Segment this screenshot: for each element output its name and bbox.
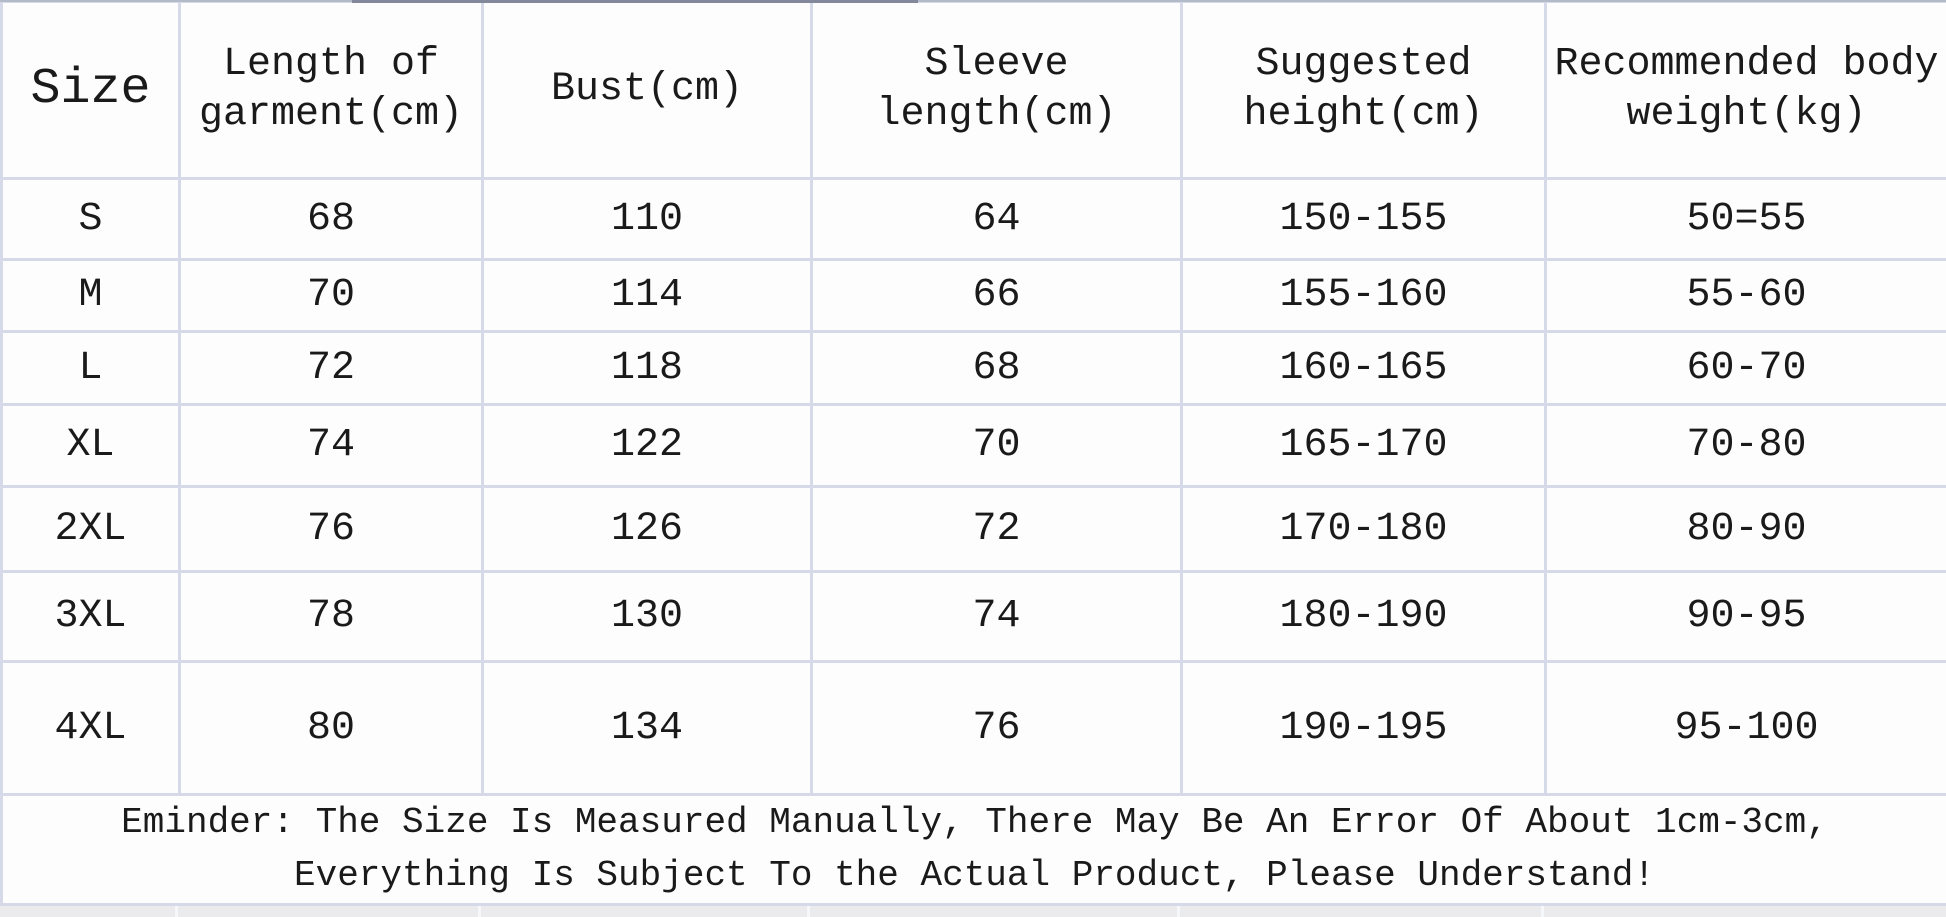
top-edge-dark-segment: [352, 0, 918, 3]
col-header-length: Length of garment(cm): [180, 2, 483, 179]
length-cell: 76: [180, 487, 483, 572]
table-row-s: [2, 179, 1946, 260]
bust-cell: 110: [483, 179, 812, 260]
table-row-2xl: [2, 487, 1946, 572]
weight-cell: 55-60: [1546, 260, 1946, 332]
sleeve-cell: 68: [812, 332, 1182, 405]
weight-cell: 60-70: [1546, 332, 1946, 405]
note-line-2: Everything Is Subject To the Actual Product, Please Understand!: [293, 854, 1656, 896]
height-cell: 190-195: [1182, 662, 1546, 795]
height-cell: 165-170: [1182, 405, 1546, 487]
height-cell: 180-190: [1182, 572, 1546, 662]
col-header-height: Suggested height(cm): [1182, 2, 1546, 179]
bust-cell: 118: [483, 332, 812, 405]
bust-cell: 130: [483, 572, 812, 662]
size-cell: L: [2, 332, 180, 405]
cutoff-cell: [0, 906, 178, 917]
bust-cell: 126: [483, 487, 812, 572]
bust-cell: 134: [483, 662, 812, 795]
col-header-bust: Bust(cm): [483, 2, 812, 179]
cutoff-next-row-strip: [0, 906, 1946, 917]
weight-cell: 95-100: [1546, 662, 1946, 795]
note-cell: [2, 795, 1946, 905]
cutoff-cell: [178, 906, 481, 917]
weight-cell: 80-90: [1546, 487, 1946, 572]
size-cell: 3XL: [2, 572, 180, 662]
cutoff-cell: [810, 906, 1180, 917]
length-cell: 80: [180, 662, 483, 795]
size-cell: XL: [2, 405, 180, 487]
weight-cell: 90-95: [1546, 572, 1946, 662]
sleeve-cell: 76: [812, 662, 1182, 795]
sleeve-cell: 70: [812, 405, 1182, 487]
length-cell: 72: [180, 332, 483, 405]
top-edge-line: [0, 0, 1946, 2]
sleeve-cell: 74: [812, 572, 1182, 662]
length-cell: 78: [180, 572, 483, 662]
cutoff-cell: [1544, 906, 1946, 917]
bust-cell: 122: [483, 405, 812, 487]
height-cell: 150-155: [1182, 179, 1546, 260]
cutoff-cell: [1180, 906, 1544, 917]
note-line-1: Eminder: The Size Is Measured Manually, There May Be An Error Of About 1cm-3cm,: [121, 802, 1828, 844]
weight-cell: 50=55: [1546, 179, 1946, 260]
height-cell: 160-165: [1182, 332, 1546, 405]
length-cell: 74: [180, 405, 483, 487]
height-cell: 155-160: [1182, 260, 1546, 332]
table-row-xl: [2, 405, 1946, 487]
col-header-sleeve: Sleeve length(cm): [812, 2, 1182, 179]
length-cell: 70: [180, 260, 483, 332]
size-cell: M: [2, 260, 180, 332]
note-row: [2, 795, 1946, 905]
col-header-weight: Recommended body weight(kg): [1546, 2, 1946, 179]
size-cell: 4XL: [2, 662, 180, 795]
size-cell: S: [2, 179, 180, 260]
table-row-l: [2, 332, 1946, 405]
sleeve-cell: 66: [812, 260, 1182, 332]
table-row-4xl: [2, 662, 1946, 795]
length-cell: 68: [180, 179, 483, 260]
table-row-3xl: [2, 572, 1946, 662]
col-header-size: Size: [2, 2, 180, 179]
bust-cell: 114: [483, 260, 812, 332]
cutoff-cell: [481, 906, 810, 917]
size-cell: 2XL: [2, 487, 180, 572]
sleeve-cell: 64: [812, 179, 1182, 260]
sleeve-cell: 72: [812, 487, 1182, 572]
height-cell: 170-180: [1182, 487, 1546, 572]
table-row-m: [2, 260, 1946, 332]
header-row: [2, 2, 1946, 179]
weight-cell: 70-80: [1546, 405, 1946, 487]
